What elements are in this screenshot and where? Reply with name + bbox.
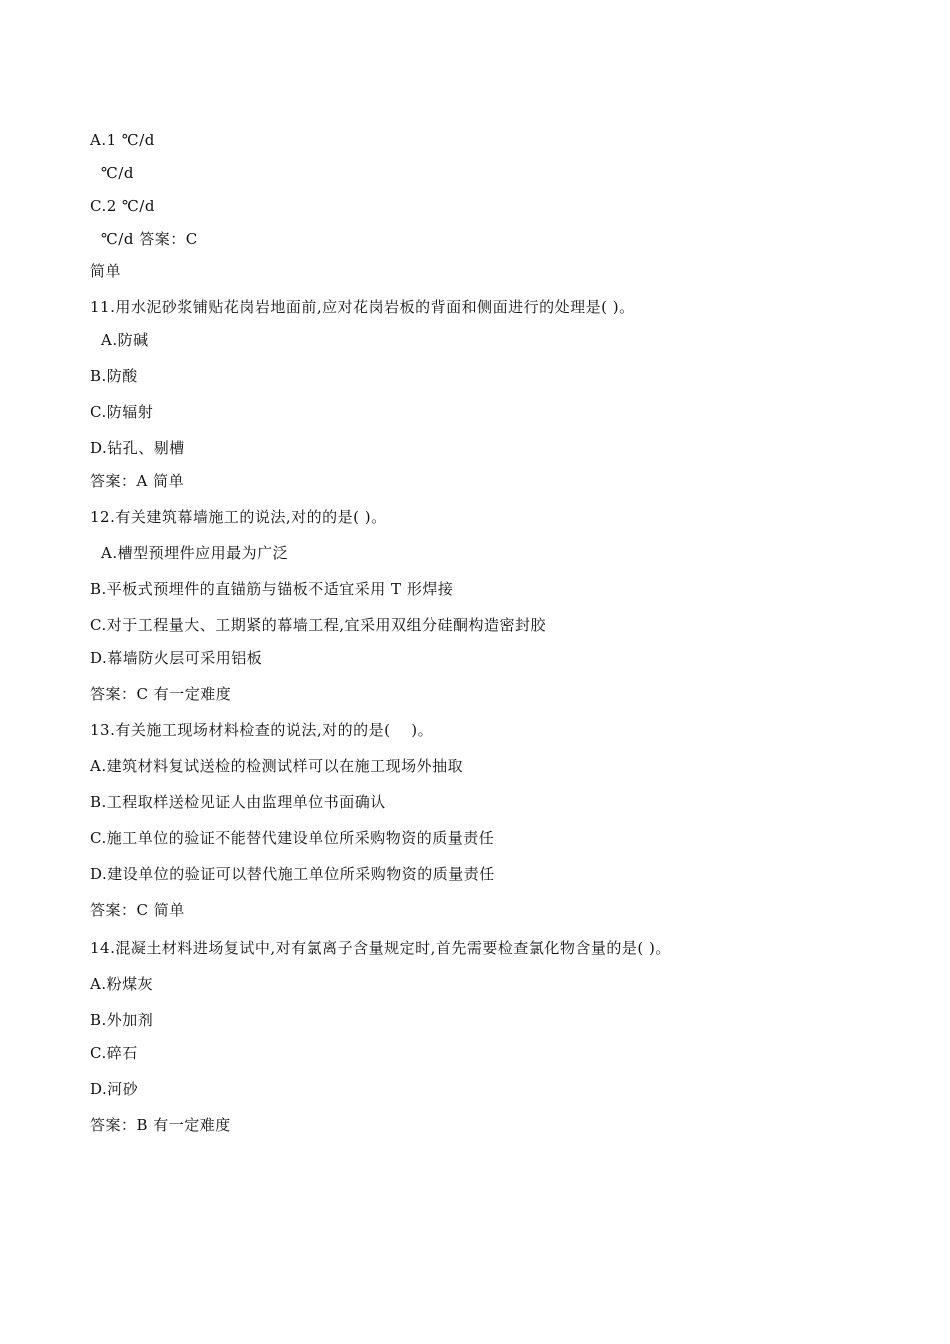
q14-option-a: A.粉煤灰: [90, 975, 154, 993]
q12-answer: 答案：C 有一定难度: [90, 685, 232, 703]
option-b-line: ℃/d: [101, 164, 134, 182]
question-14: 14.混凝土材料进场复试中,对有氯离子含量规定时,首先需要检查氯化物含量的是( )。: [90, 939, 671, 957]
question-13: 13.有关施工现场材料检查的说法,对的的是( )。: [90, 721, 434, 739]
q11-option-b: B.防酸: [90, 367, 138, 385]
q11-option-c: C.防辐射: [90, 403, 154, 421]
question-12: 12.有关建筑幕墙施工的说法,对的的是( )。: [90, 508, 387, 526]
difficulty-line: 简单: [90, 262, 122, 280]
q14-answer: 答案：B 有一定难度: [90, 1116, 231, 1134]
q11-answer: 答案：A 简单: [90, 472, 185, 490]
q13-option-a: A.建筑材料复试送检的检测试样可以在施工现场外抽取: [90, 757, 464, 775]
q14-option-d: D.河砂: [90, 1080, 139, 1098]
q12-option-c: C.对于工程量大、工期紧的幕墙工程,宜采用双组分硅酮构造密封胶: [90, 616, 546, 634]
option-d-answer-line: ℃/d 答案：C: [101, 230, 198, 248]
option-c-line: C.2 ℃/d: [90, 197, 155, 215]
q11-option-a: A.防碱: [101, 331, 149, 349]
q12-option-a: A.槽型预埋件应用最为广泛: [101, 544, 289, 562]
q14-option-c: C.碎石: [90, 1044, 138, 1062]
question-11: 11.用水泥砂浆铺贴花岗岩地面前,应对花岗岩板的背面和侧面进行的处理是( )。: [90, 298, 635, 316]
q13-option-c: C.施工单位的验证不能替代建设单位所采购物资的质量责任: [90, 829, 495, 847]
q13-option-d: D.建设单位的验证可以替代施工单位所采购物资的质量责任: [90, 865, 495, 883]
q13-answer: 答案：C 简单: [90, 901, 185, 919]
q14-option-b: B.外加剂: [90, 1011, 154, 1029]
q12-option-d: D.幕墙防火层可采用铝板: [90, 649, 263, 667]
q11-option-d: D.钻孔、剔槽: [90, 439, 185, 457]
option-a-line: A.1 ℃/d: [90, 131, 155, 149]
q13-option-b: B.工程取样送检见证人由监理单位书面确认: [90, 793, 386, 811]
q12-option-b: B.平板式预埋件的直锚筋与锚板不适宜采用 T 形焊接: [90, 580, 454, 598]
